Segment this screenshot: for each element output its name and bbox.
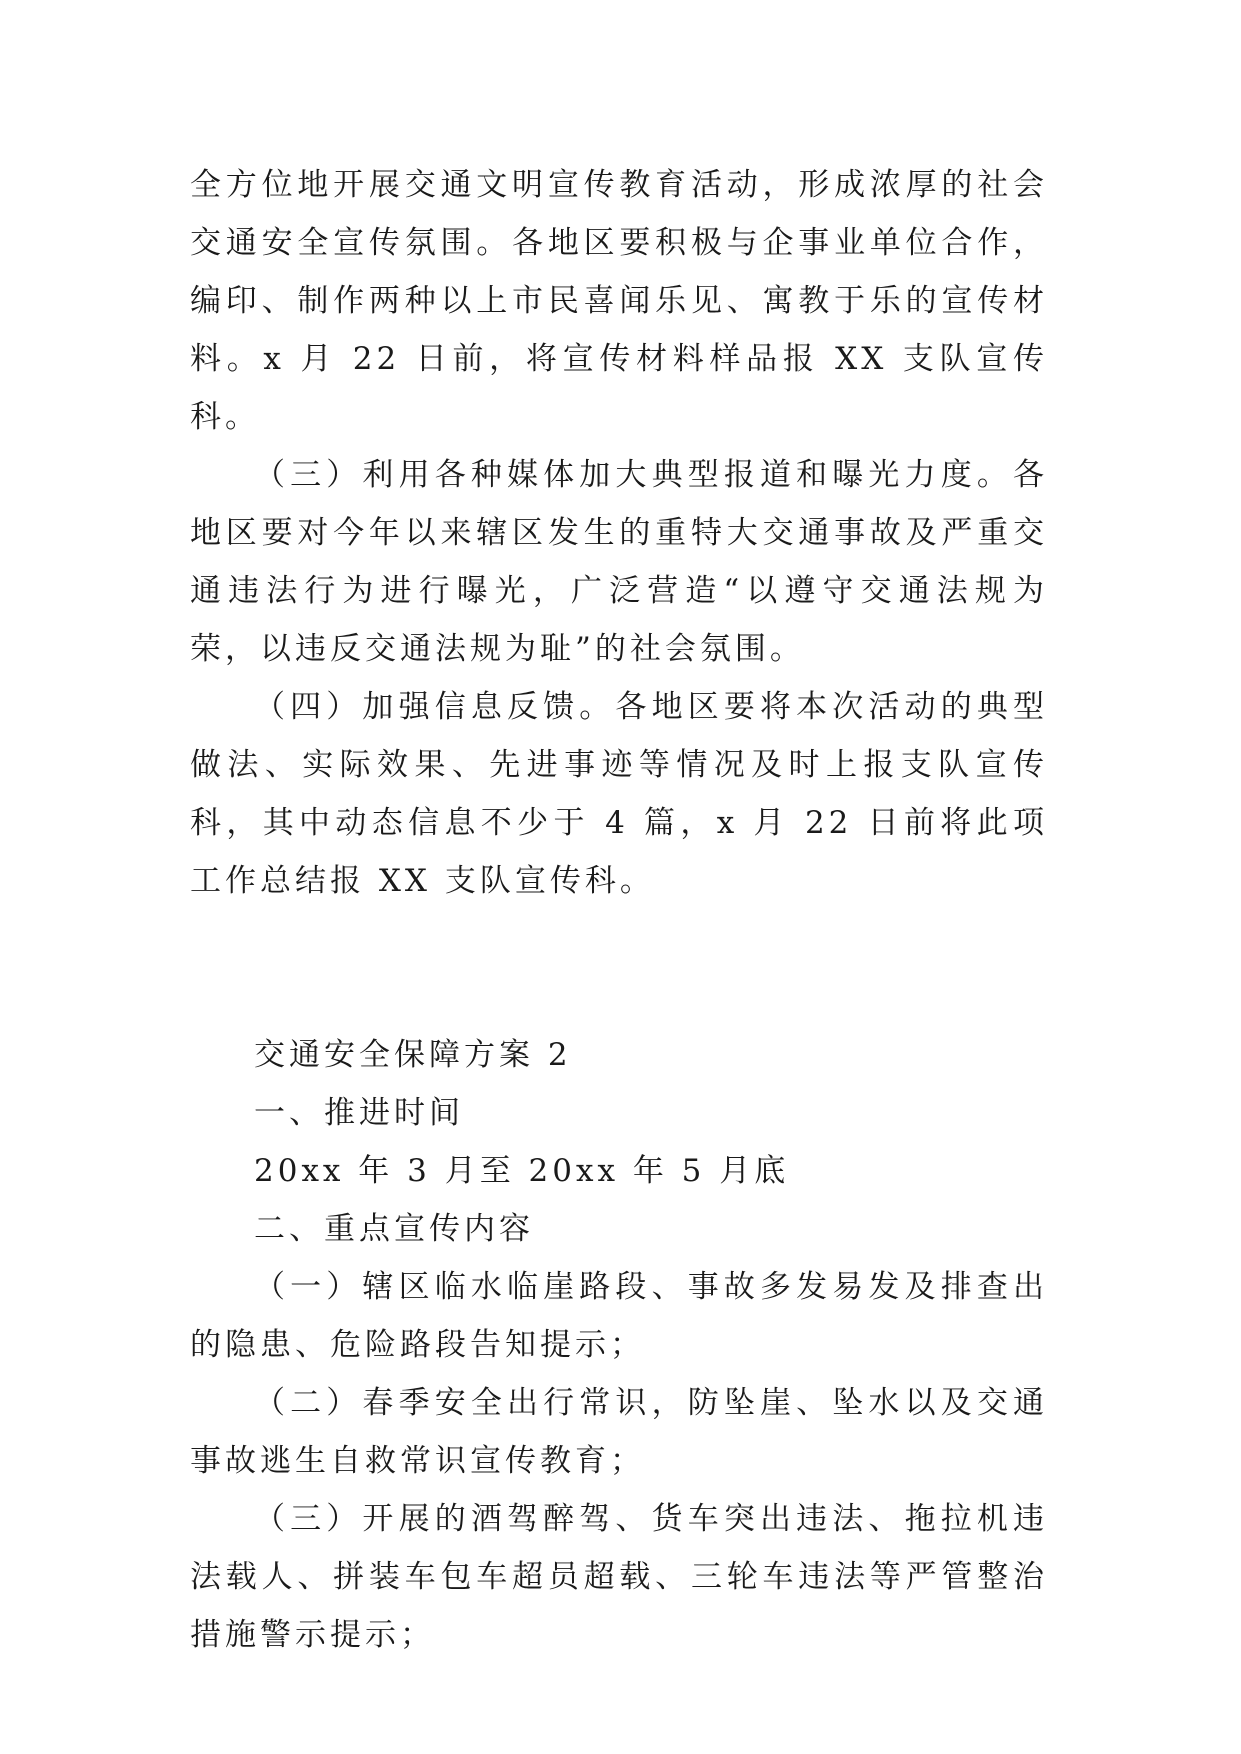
list-item-dangerous-roads: （一）辖区临水临崖路段、事故多发易发及排查出的隐患、危险路段告知提示； bbox=[190, 1269, 1048, 1363]
section-title: 交通安全保障方案 2 bbox=[254, 1037, 572, 1073]
section-spacer bbox=[190, 910, 1048, 1026]
heading-schedule: 一、推进时间 bbox=[254, 1095, 464, 1131]
paragraph-media-reporting: （三）利用各种媒体加大典型报道和曝光力度。各地区要对今年以来辖区发生的重特大交通事故及严重交通违法行为进行曝光，广泛营造“以遵守交通法规为荣，以违反交通法规为耻”的社会氛围。 bbox=[190, 457, 1048, 667]
document-body bbox=[190, 156, 1048, 1664]
heading-key-content: 二、重点宣传内容 bbox=[254, 1211, 534, 1247]
paragraph-continuation: 全方位地开展交通文明宣传教育活动，形成浓厚的社会交通安全宣传氛围。各地区要积极与企事业单位合作，编印、制作两种以上市民喜闻乐见、寓教于乐的宣传材料。x 月 22 日前，将宣传材料样品报 XX 支队宣传科。 bbox=[190, 167, 1048, 435]
list-item-enforcement-warnings: （三）开展的酒驾醉驾、货车突出违法、拖拉机违法载人、拼装车包车超员超载、三轮车违法等严管整治措施警示提示； bbox=[190, 1501, 1048, 1653]
paragraph-info-feedback: （四）加强信息反馈。各地区要将本次活动的典型做法、实际效果、先进事迹等情况及时上报支队宣传科，其中动态信息不少于 4 篇，x 月 22 日前将此项工作总结报 XX 支队宣传科。 bbox=[190, 689, 1048, 899]
time-range: 20xx 年 3 月至 20xx 年 5 月底 bbox=[254, 1153, 790, 1189]
list-item-spring-safety: （二）春季安全出行常识，防坠崖、坠水以及交通事故逃生自救常识宣传教育； bbox=[190, 1385, 1048, 1479]
